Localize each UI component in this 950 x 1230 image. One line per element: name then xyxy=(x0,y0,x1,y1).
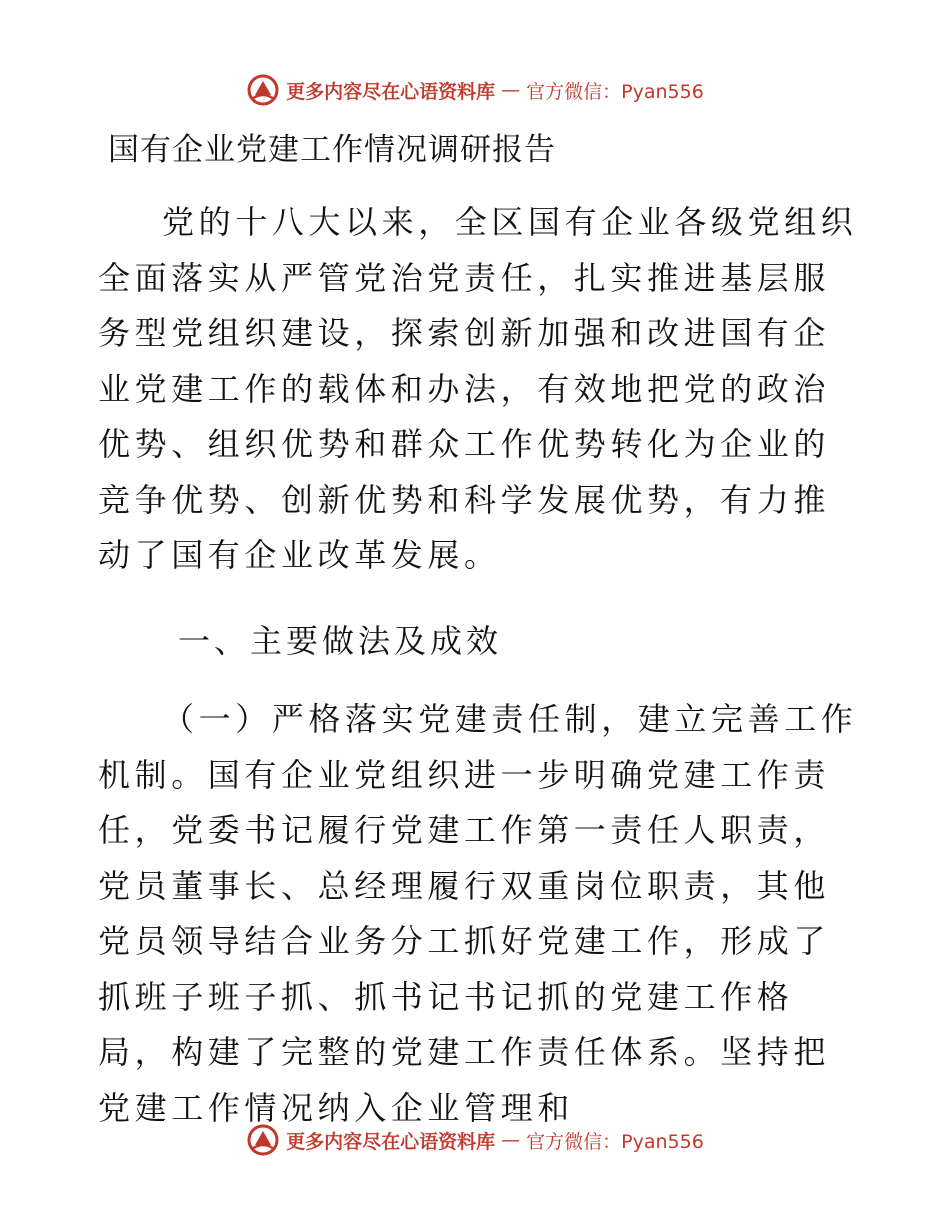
paragraph-intro: 党的十八大以来，全区国有企业各级党组织全面落实从严管党治党责任，扎实推进基层服务型党组织建设，探索创新加强和改进国有企业党建工作的载体和办法，有效地把党的政治优势、组织优势和群众工作优势转化为企业的竞争优势、创新优势和科学发展优势，有力推动了国有企业改革发展。 xyxy=(98,203,858,574)
banner-dash: — xyxy=(501,1129,521,1151)
banner-content xyxy=(246,1123,704,1157)
document-title: 国有企业党建工作情况调研报告 xyxy=(108,132,556,168)
banner-text: 更多内容尽在心语资料库 xyxy=(286,1130,496,1153)
logo-icon xyxy=(246,73,280,107)
footer-watermark-banner xyxy=(0,1120,950,1160)
banner-wechat: 官方微信：Pyan556 xyxy=(526,80,704,103)
banner-dash: — xyxy=(501,79,521,101)
header-watermark-banner xyxy=(0,70,950,110)
banner-content xyxy=(246,73,704,107)
logo-icon xyxy=(246,1123,280,1157)
banner-wechat: 官方微信：Pyan556 xyxy=(526,1130,704,1153)
banner-text: 更多内容尽在心语资料库 xyxy=(286,80,496,103)
section-heading: 一、主要做法及成效 xyxy=(178,622,503,660)
paragraph-section-1: （一）严格落实党建责任制，建立完善工作机制。国有企业党组织进一步明确党建工作责任，党委书记履行党建工作第一责任人职责，党员董事长、总经理履行双重岗位职责，其他党员领导结合业务分工抓好党建工作，形成了抓班子班子抓、抓书记书记抓的党建工作格局，构建了完整的党建工作责任体系。坚持把党建工作情况纳入企业管理和 xyxy=(98,700,858,1127)
